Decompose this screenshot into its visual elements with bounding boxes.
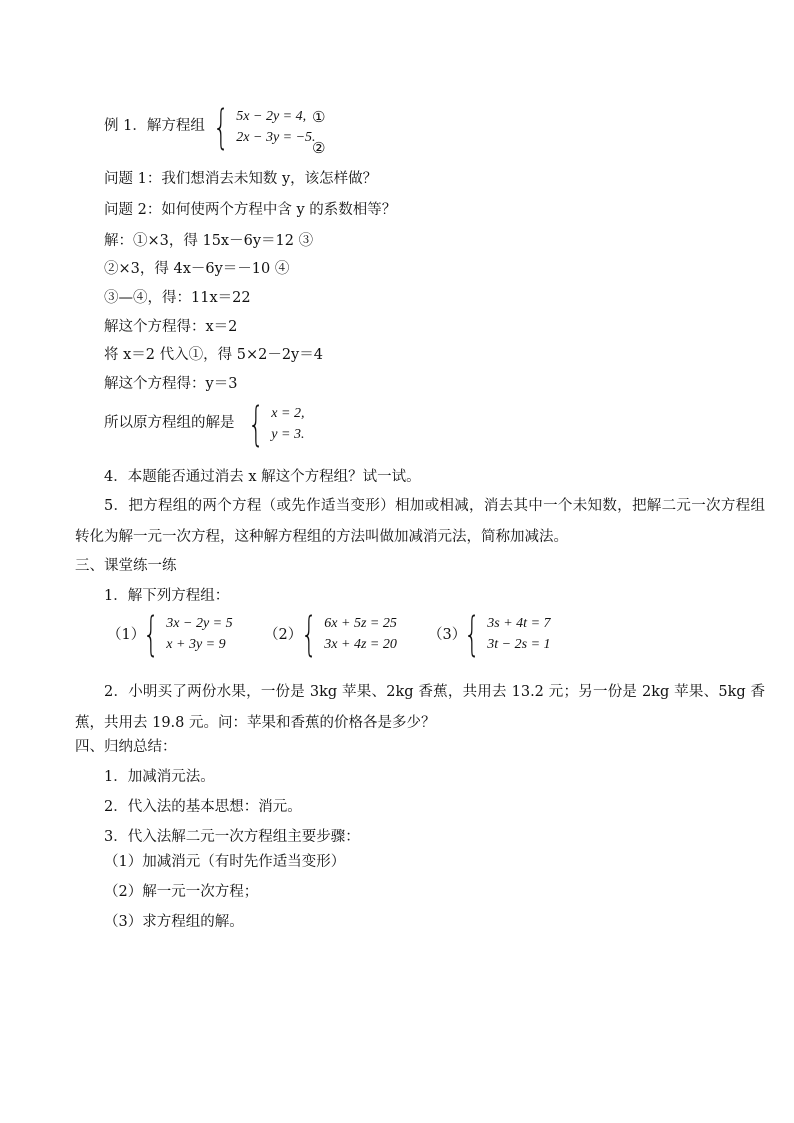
equation-mark-1: ① [312,108,326,126]
practice-eq: 3x − 2y = 5 [166,616,233,631]
solution-step: 解这个方程得：y＝3 [104,376,238,392]
example-eq2: 2x − 3y = −5. [236,130,316,145]
summary-item: 3．代入法解二元一次方程组主要步骤： [104,829,360,845]
item-5-paragraph: 5．把方程组的两个方程（或先作适当变形）相加或相减，消去其中一个未知数，把解二元一次方程组转化为解一元一次方程，这种解方程组的方法叫做加减消元法，简称加减法。 [75,498,765,545]
section-4-heading: 四、归纳总结： [75,739,177,755]
solution-eq2: y = 3. [271,427,305,442]
practice-label-3: （3） [428,627,467,643]
practice-title: 1．解下列方程组： [104,588,230,604]
summary-item: 1．加减消元法。 [104,769,215,785]
summary-item: （3）求方程组的解。 [104,914,244,930]
practice-equations-2 [324,613,397,655]
practice-label-1: （1） [107,627,146,643]
solution-step: 解这个方程得：x＝2 [104,319,238,335]
left-brace: { [464,607,481,661]
equation-mark-2: ② [312,139,326,157]
solution-step: 解：①×3，得 15x－6y＝12 ③ [104,233,314,249]
practice-eq: 3x + 4z = 20 [324,637,397,652]
solution-step: ③—④，得：11x＝22 [104,290,251,306]
left-brace: { [143,607,160,661]
solution-eq1: x = 2, [271,406,305,421]
example-equations [236,106,315,148]
solution-step: ②×3，得 4x－6y＝－10 ④ [104,261,290,277]
example-prefix: 例 1．解方程组 [104,118,205,134]
left-brace: { [248,397,265,451]
solution-step: 将 x＝2 代入①，得 5×2－2y＝4 [104,347,323,363]
practice-equations-1 [166,613,232,655]
summary-item: 2．代入法的基本思想：消元。 [104,799,302,815]
section-3-heading: 三、课堂练一练 [75,558,177,574]
left-brace: { [213,100,230,154]
example-eq1: 5x − 2y = 4, [236,109,307,124]
summary-item: （2）解一元一次方程； [104,884,259,900]
practice-eq: x + 3y = 9 [166,637,226,652]
question-1: 问题 1：我们想消去未知数 y，该怎样做？ [104,171,378,187]
example-system [213,100,316,154]
practice-system-3 [464,607,551,661]
item-4: 4．本题能否通过消去 x 解这个方程组？试一试。 [104,469,421,485]
practice-system-1 [143,607,233,661]
practice-system-2 [301,607,397,661]
practice-label-2: （2） [264,627,303,643]
practice-eq: 6x + 5z = 25 [324,616,397,631]
practice-equations-3 [487,613,550,655]
practice-eq: 3s + 4t = 7 [487,616,551,631]
solution-equations [271,403,304,445]
solution-system [248,397,305,451]
solution-prefix: 所以原方程组的解是 [104,415,235,431]
summary-item: （1）加减消元（有时先作适当变形） [104,854,346,870]
question-2: 问题 2：如何使两个方程中含 y 的系数相等？ [104,202,397,218]
practice-eq: 3t − 2s = 1 [487,637,551,652]
left-brace: { [301,607,318,661]
item-2-paragraph: 2．小明买了两份水果，一份是 3kg 苹果、2kg 香蕉，共用去 13.2 元；另一份是 2kg 苹果、5kg 香蕉，共用去 19.8 元。问：苹果和香蕉的价格各是多少？ [75,684,765,731]
